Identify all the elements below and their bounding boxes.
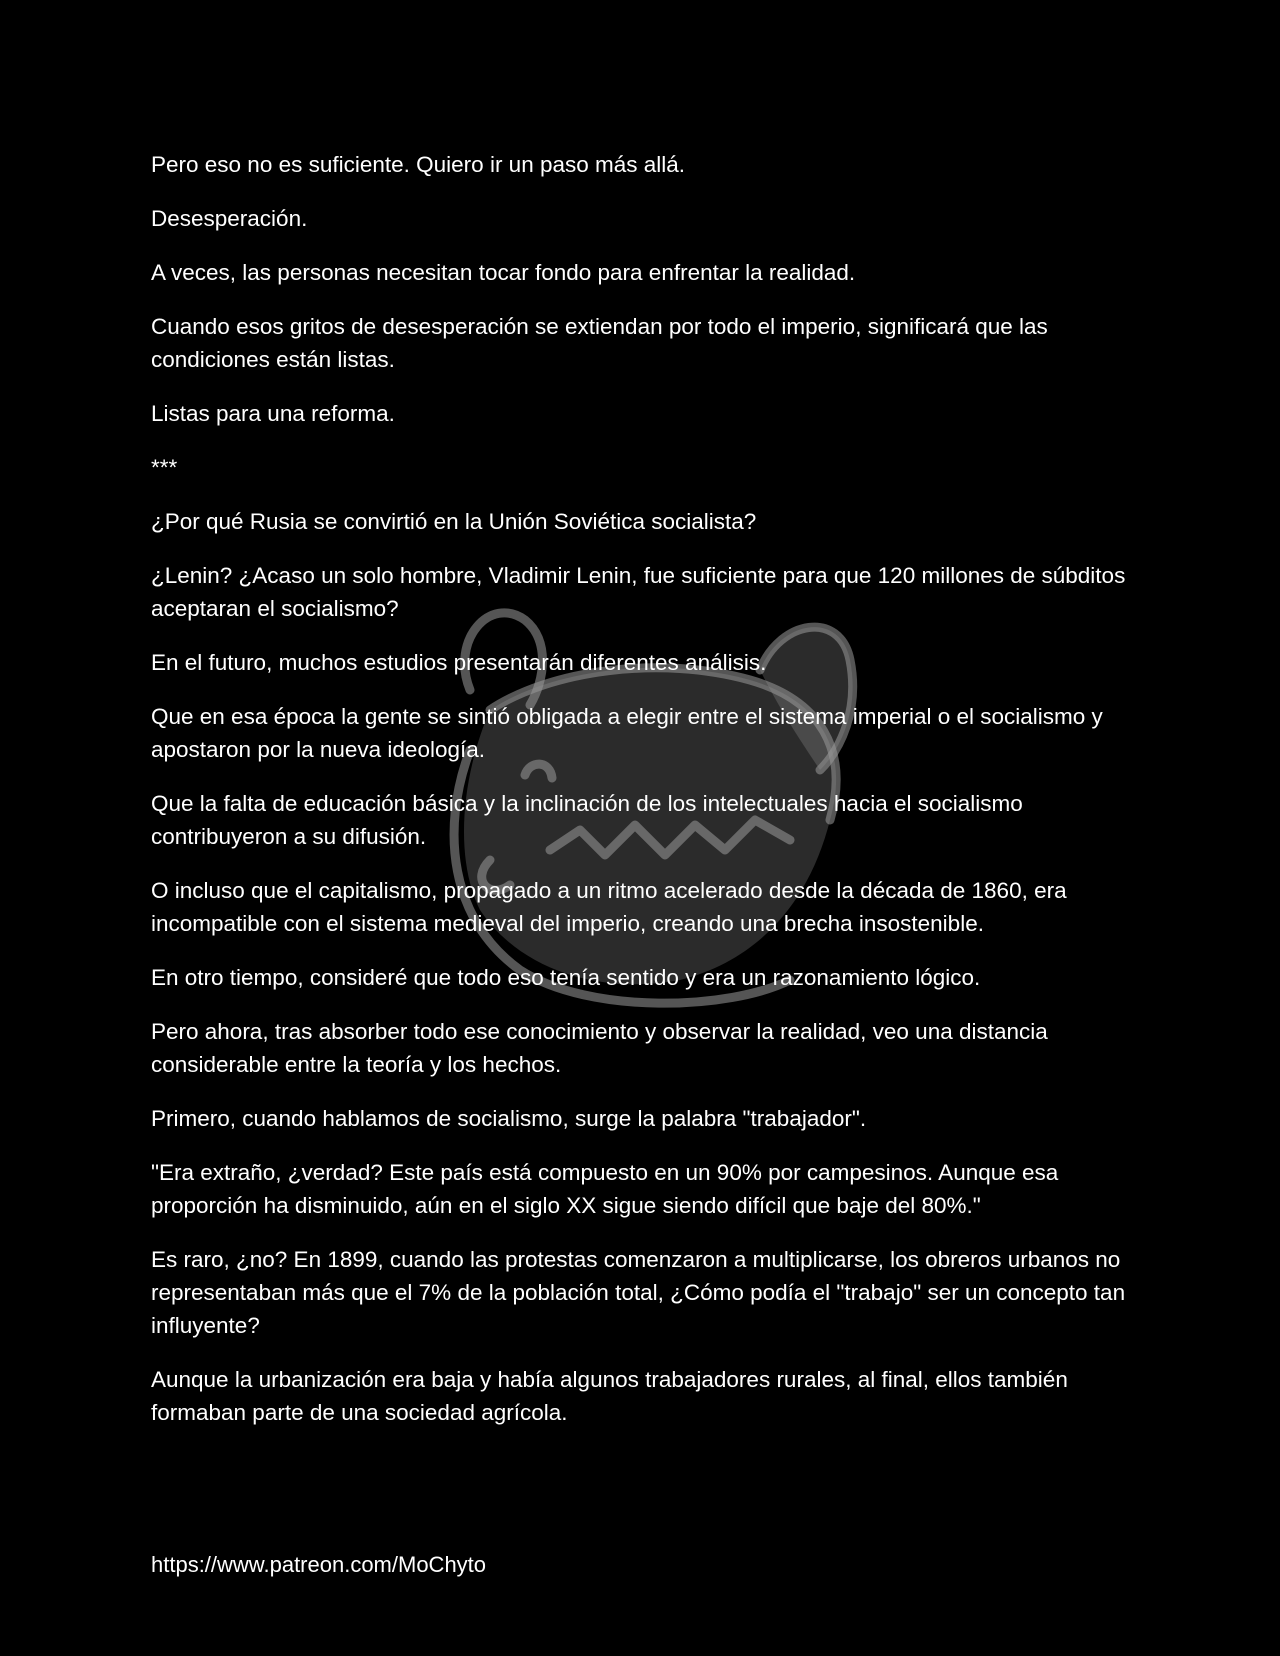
paragraph: A veces, las personas necesitan tocar fondo para enfrentar la realidad. bbox=[151, 260, 856, 285]
section-separator: *** bbox=[151, 455, 178, 480]
paragraph: Primero, cuando hablamos de socialismo, surge la palabra "trabajador". bbox=[151, 1106, 867, 1131]
paragraph: Que la falta de educación básica y la inclinación de los intelectuales hacia el socialismo contribuyeron a su difusión. bbox=[151, 791, 1023, 849]
paragraph: "Era extraño, ¿verdad? Este país está compuesto en un 90% por campesinos. Aunque esa proporción ha disminuido, aún en el siglo XX sigue siendo difícil que baje del 80%." bbox=[151, 1160, 1059, 1218]
paragraph: Cuando esos gritos de desesperación se extiendan por todo el imperio, significará que las condiciones están listas. bbox=[151, 314, 1048, 372]
paragraph: En otro tiempo, consideré que todo eso tenía sentido y era un razonamiento lógico. bbox=[151, 965, 981, 990]
paragraph: Es raro, ¿no? En 1899, cuando las protestas comenzaron a multiplicarse, los obreros urbanos no representaban más que el 7% de la población total, ¿Cómo podía el "trabajo" ser un concepto tan influyente? bbox=[151, 1247, 1126, 1338]
paragraph: Que en esa época la gente se sintió obligada a elegir entre el sistema imperial o el socialismo y apostaron por la nueva ideología. bbox=[151, 704, 1103, 762]
paragraph: Desesperación. bbox=[151, 206, 308, 231]
paragraph: Pero eso no es suficiente. Quiero ir un paso más allá. bbox=[151, 152, 686, 177]
patreon-link[interactable]: https://www.patreon.com/MoChyto bbox=[151, 1552, 487, 1577]
paragraph: Aunque la urbanización era baja y había algunos trabajadores rurales, al final, ellos también formaban parte de una sociedad agrícola. bbox=[151, 1367, 1068, 1425]
paragraph: Listas para una reforma. bbox=[151, 401, 395, 426]
chapter-text bbox=[151, 148, 1141, 1450]
paragraph: Pero ahora, tras absorber todo ese conocimiento y observar la realidad, veo una distancia considerable entre la teoría y los hechos. bbox=[151, 1019, 1048, 1077]
paragraph: ¿Lenin? ¿Acaso un solo hombre, Vladimir Lenin, fue suficiente para que 120 millones de súbditos aceptaran el socialismo? bbox=[151, 563, 1126, 621]
paragraph: O incluso que el capitalismo, propagado a un ritmo acelerado desde la década de 1860, era incompatible con el sistema medieval del imperio, creando una brecha insostenible. bbox=[151, 878, 1067, 936]
paragraph: En el futuro, muchos estudios presentarán diferentes análisis. bbox=[151, 650, 767, 675]
paragraph: ¿Por qué Rusia se convirtió en la Unión Soviética socialista? bbox=[151, 509, 757, 534]
